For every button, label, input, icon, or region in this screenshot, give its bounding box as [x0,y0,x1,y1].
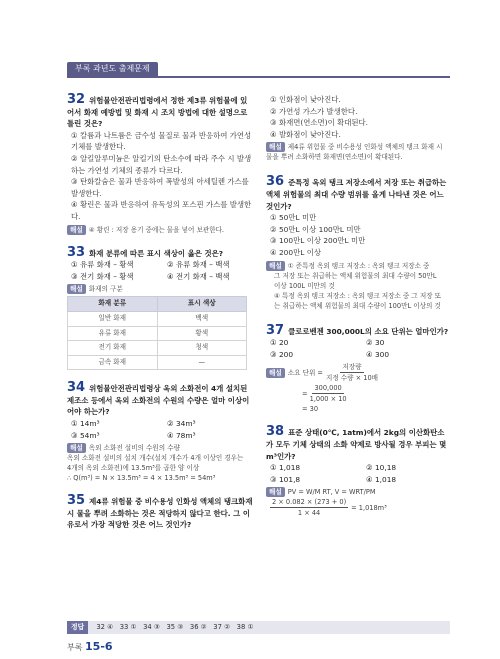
question-number: 33 [67,244,86,260]
question-34 [67,382,253,483]
answer-item: 34 ③ [143,623,160,631]
fraction [270,497,348,518]
answer-item: 36 ② [189,623,207,631]
option: ① 20 [270,338,289,348]
option: ④ 1,018 [366,474,397,484]
option: ① 1,018 [270,463,301,473]
question-33 [67,244,253,371]
option: ④ 300 [366,349,390,359]
explanation-line: 그 저장 또는 취급하는 액체 위험물의 최대 수량이 50만L [274,271,437,280]
table-row [68,355,247,370]
hint-text: 옥외 소화전 설비의 수원의 수량 [88,444,180,453]
option: ④ 황린은 물과 반응하여 유독성의 포스핀 가스를 발생한다. [71,200,252,221]
header-rule [67,76,450,78]
hint-badge: 해설 [67,284,86,294]
table-row [68,341,247,356]
hint-badge: 해설 [266,142,285,152]
option: ③ 54m³ [71,430,100,440]
question-text: 위험물안전관리법령에서 정한 제3류 위험물에 있어서 화재 예방법 및 화재 시 조치 방법에 대한 설명으로 틀린 것은? [67,96,248,129]
table-cell: 일반 화재 [68,311,158,326]
option: ① 칼륨과 나트륨은 금수성 물질로 물과 반응하여 가연성 기체를 발생한다. [71,130,252,152]
right-column [266,94,450,518]
explanation-line: 이상 100L 미만의 것 [274,281,335,290]
page-footer [67,640,113,653]
question-text: 준특정 옥외 탱크 저장소에서 저장 또는 취급하는 액체 위험물의 최대 수량 범위를 올게 나타낸 것은 어느 것인가? [266,178,447,211]
question-text: 화재 분류에 따른 표시 색상이 옳은 것은? [89,248,224,258]
numerator: 저장량 [342,363,362,372]
question-36 [266,176,450,310]
table-row [68,311,247,326]
option: ④ 전기 화재 – 백색 [167,271,230,281]
table-cell: 백색 [157,311,247,326]
option: ② 유류 화재 – 백색 [167,260,230,270]
table-row [68,326,247,341]
answer-item: 37 ② [213,623,231,631]
hint-text: 화재의 구분 [88,285,123,294]
question-number: 38 [266,424,285,440]
hint-text: 제4류 위험물 중 비수용성 인화성 액체의 탱크 화재 시 물을 뿌려 소화하면 화재면(연소면)이 확대된다. [266,143,443,162]
left-column [67,94,253,531]
option: ① 50만L 미만 [270,213,317,223]
answer-bar [67,621,450,634]
answer-item: 35 ③ [166,623,184,631]
page-number: 15-6 [85,640,113,653]
denominator: 1 × 44 [297,509,321,518]
hint-text: ④ 황린 : 저장 용기 중에는 물을 넣어 보관한다. [88,225,225,234]
table-header: 표시 색상 [157,297,247,312]
table-cell: 유류 화재 [68,326,158,341]
question-35-options [266,94,450,162]
option: ③ 200 [270,349,294,359]
hint-badge: 해설 [67,225,86,235]
explanation-line: ① 준특정 옥외 탱크 저장소 : 옥외 탱크 저장소 중 [287,261,430,270]
option: ② 34m³ [167,419,196,429]
option: ② 10,18 [366,463,397,473]
hint-badge: 해설 [67,443,86,453]
question-number: 34 [67,380,86,396]
question-text: 클로로벤젠 300,000L의 소요 단위는 얼마인가? [288,326,449,336]
question-text: 표준 상태(0℃, 1atm)에서 2kg의 이산화탄소가 모두 기체 상태의 소화 약제로 방사될 경우 부피는 몇 m³인가? [266,428,447,461]
explanation-line: 는 취급하는 액체 위험물의 최대 수량이 100만L 이상의 것 [274,301,441,310]
table-cell: 금속 화재 [68,355,158,370]
table-cell: — [157,355,247,370]
formula: PV = W/M RT, V = WRT/PM [287,488,376,497]
section-tab: 부록 과년도 출제문제 [67,62,158,76]
explanation-line: ④ 특정 옥외 탱크 저장소 : 옥외 탱크 저장소 중 그 저장 또 [274,291,442,300]
question-38 [266,426,450,518]
formula-lhs: 소요 단위 = [287,368,323,377]
option: ④ 200만L 이상 [270,247,321,257]
table-cell: 전기 화재 [68,341,158,356]
question-text: 위험물안전관리법령상 옥외 소화전이 4개 설치된 제조소 등에서 옥외 소화전의 수원의 수량은 얼마 이상이어야 하는가? [67,384,250,417]
option: ④ 78m³ [167,430,196,440]
footer-prefix: 부록 [67,643,83,652]
table-cell: 청색 [157,341,247,356]
option: ③ 화재면(연소면)이 확대된다. [270,118,368,128]
option: ② 알킬알루미늄은 알킬기의 탄소수에 따라 주수 시 발생하는 가연성 기체의 종류가 다르다. [71,153,252,175]
option: ① 인화점이 낮아진다. [270,95,341,104]
question-number: 37 [266,322,285,338]
answer-item: 33 ① [119,623,137,631]
answer-item: 32 ④ [96,623,114,631]
question-number: 36 [266,174,285,190]
table-cell: 황색 [157,326,247,341]
option: ① 14m³ [71,419,100,429]
formula-result: = 1,018m³ [351,503,387,512]
question-text: 제4류 위험물 중 비수용성 인화성 액체의 탱크화재 시 물을 뿌려 소화하는 것은 적당하지 않다고 한다. 그 이유로서 가장 적당한 것은 어느 것인가? [67,497,253,530]
formula-result: = 30 [302,405,319,414]
numerator: 2 × 0.082 × (273 + 0) [272,498,347,507]
option: ① 유류 화재 – 황색 [71,260,134,270]
table-header: 화재 분류 [68,297,158,312]
option: ③ 전기 화재 – 황색 [71,271,134,281]
denominator: 지정 수량 × 10배 [325,374,379,383]
option: ③ 100만L 이상 200만L 미만 [270,236,366,246]
hint-badge: 해설 [266,261,285,271]
option: ② 50만L 이상 100만L 미만 [270,224,361,234]
answer-label: 정답 [67,621,88,634]
option: ② 30 [366,338,385,348]
option: ② 가연성 가스가 발생한다. [270,106,358,116]
numerator: 300,000 [314,384,342,393]
question-32 [67,94,253,235]
question-number: 35 [67,493,86,509]
option: ③ 탄화칼슘은 물과 반응하여 폭발성의 아세틸렌 가스를 발생한다. [71,177,249,198]
hint-badge: 해설 [266,368,285,378]
question-37: 37 클로로벤젠 300,000L의 소요 단위는 얼마인가? ① 20 ② 30 ③ 200 ④ 300 해설 소요 단위 = 저장량 지정 수량 × 10배 = $\frac{300,000}{1,000 \times 10}$ = 30 [266,325,450,415]
explanation-line: 옥외 소화전 설비의 설치 개수(설치 개수가 4개 이상인 경우는 [67,454,244,463]
fraction [326,362,378,383]
question-number: 32 [67,92,86,107]
fraction [310,383,347,404]
top-margin [0,0,500,40]
hint-badge: 해설 [266,487,285,497]
fire-class-table [67,296,247,370]
option: ③ 101,8 [270,474,301,484]
question-35 [67,495,253,531]
explanation-line: 4개의 옥외 소화전)에 13.5m³를 곱한 양 이상 [67,464,200,473]
answer-item: 38 ① [236,623,254,631]
explanation-line: ∴ Q(m³) = N × 13.5m³ = 4 × 13.5m³ = 54m³ [67,474,216,483]
option: ④ 발화점이 낮아진다. [270,129,341,139]
denominator: 1,000 × 10 [309,395,347,404]
